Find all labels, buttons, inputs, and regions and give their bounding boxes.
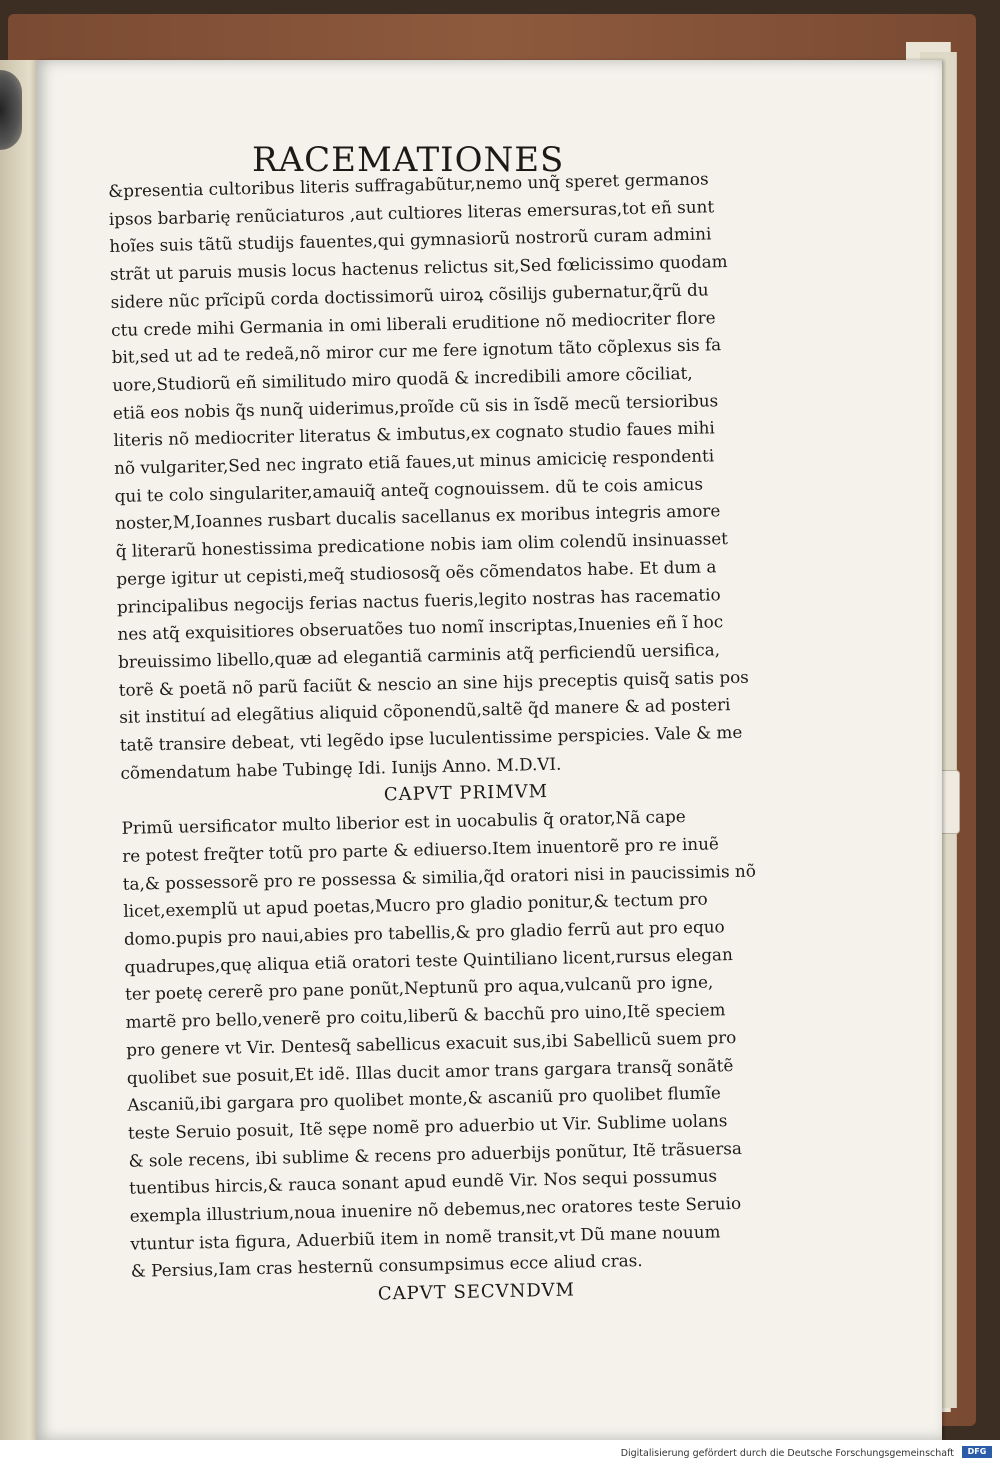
text-line: literis nõ mediocriter literatus & imbutus,ex cognato studio faues mihi (113, 417, 716, 451)
text-line: bit,sed ut ad te redeã,nõ miror cur me fere ignotum tãto cõplexus sis fa (111, 334, 722, 368)
text-line: Primũ uersificator multo liberior est in uocabulis q̃ orator,Nã cape (121, 806, 686, 839)
text-line: Ascaniũ,ibi gargara pro quolibet monte,& ascaniũ pro quolibet flumĩe (127, 1082, 721, 1115)
text-line: quadrupes,quę aliqua etiã oratori teste Quintiliano licent,rursus elegan (124, 943, 733, 977)
text-line: licet,exemplũ ut apud poetas,Mucro pro gladio ponitur,& tectum pro (123, 888, 708, 922)
text-line: torẽ & poetã nõ parũ faciũt & nescio an sine hijs preceptis quisq̃ satis pos (118, 666, 749, 700)
dfg-logo: DFG (962, 1446, 992, 1458)
text-line: noster,M,Ioannes rusbart ducalis sacellanus ex moribus integris amore (115, 500, 721, 534)
text-line: ter poetę cererẽ pro pane ponũt,Neptunũ pro aqua,vulcanũ pro igne, (124, 971, 714, 1005)
text-line: ipsos barbarię renũciaturos ,aut cultiores literas emersuras,tot eñ sunt (108, 196, 715, 229)
text-line: uore,Studiorũ eñ similitudo miro quodã & incredibili amore cõciliat, (112, 362, 693, 395)
text-line: etiã eos nobis q̃s nunq̃ uiderimus,proĩde cũ sis in ĩsdẽ mecũ tersioribus (112, 389, 719, 423)
chapter-heading: CAPVT PRIMVM (383, 781, 549, 806)
text-line: perge igitur ut cepisti,meq̃ studiososq̃ oẽs cõmendatos habe. Et dum a (116, 556, 717, 589)
text-line: & sole recens, ibi sublime & recens pro aduerbijs ponũtur, Itẽ trãsuersa (128, 1137, 743, 1171)
text-line: re potest freq̃ter totũ pro parte & ediuerso.Item inuentorẽ pro re inuẽ (121, 833, 720, 866)
text-line: q̃ literarũ honestissima predicatione nobis iam olim colendũ insinuasset (115, 528, 729, 562)
text-line: domo.pupis pro naui,abies pro tabellis,& pro gladio ferrũ aut pro equo (123, 916, 725, 949)
text-line: tuentibus hircis,& rauca sonant apud eundẽ Vir. Nos sequi possumus (128, 1165, 718, 1199)
text-line: nõ vulgariter,Sed nec ingrato etiã faues,ut minus amicicię respondenti (113, 445, 715, 478)
book-spine (0, 70, 22, 150)
text-line: exempla illustrium,noua inuenire nõ debemus,nec oratores teste Seruio (129, 1192, 742, 1226)
text-line: martẽ pro bello,venerẽ pro coitu,liberũ & bacchũ pro uino,Itẽ speciem (125, 999, 726, 1032)
text-line: cõmendatum habe Tubingę Idi. Iunĳs Anno. M.D.VI. (120, 753, 562, 783)
page-body (108, 164, 822, 1314)
text-line: principalibus negocijs ferias nactus fueris,legito nostras has racematio (116, 583, 721, 617)
funding-credit: Digitalisierung gefördert durch die Deutsche Forschungsgemeinschaft (620, 1448, 954, 1459)
text-line: quolibet sue posuit,Et idẽ. Illas ducit amor trans gargara transq̃ sonãtẽ (126, 1054, 734, 1088)
text-line: teste Seruio posuit, Itẽ sępe nomẽ pro aduerbio ut Vir. Sublime uolans (127, 1110, 728, 1143)
text-line: sit instituí ad elegãtius aliquid cõponendũ,saltẽ q̃d manere & ad posteri (119, 694, 731, 728)
chapter-heading: CAPVT SECVNDVM (377, 1279, 576, 1305)
text-line: tatẽ transire debeat, vti legẽdo ipse luculentissime perspicies. Vale & me (119, 721, 743, 755)
text-line: qui te colo singulariter,amauiq̃ anteq̃ cognouissem. dũ te cois amicus (114, 473, 704, 506)
text-line: strãt ut paruis musis locus hactenus relictus sit,Sed fœlicissimo quodam (109, 251, 728, 285)
text-line: & Persius,Iam cras hesternũ consumpsimus ecce aliud cras. (130, 1250, 643, 1282)
text-line: ctu crede mihi Germania in omi liberali eruditione nõ mediocriter flore (110, 306, 716, 340)
text-line: vtuntur ista figura, Aduerbiũ item in nomẽ transit,vt Dũ mane nouum (130, 1221, 721, 1254)
page-title: RACEMATIONES (252, 140, 565, 180)
text-line: hoĩes suis tãtũ studijs fauentes,qui gymnasiorũ nostrorũ curam admini (109, 223, 712, 257)
text-line: ta,& possessorẽ pro re possessa & similia,q̃d oratori nisi in paucissimis nõ (122, 860, 757, 894)
text-line: nes atq̃ exquisitiores obseruatões tuo nomĩ inscriptas,Inuenies eñ ĩ hoc (117, 611, 724, 645)
text-line: breuissimo libello,quæ ad elegantiã carminis atq̃ perficiendũ uersifica, (117, 639, 721, 672)
text-line: &presentia cultoribus literis suffragabũtur,nemo unq̃ speret germanos (108, 168, 709, 201)
text-line: sidere nũc prĩcipũ corda doctissimorũ uiroꝝ cõsilijs gubernatur,q̃rũ du (110, 279, 709, 312)
text-line: pro genere vt Vir. Dentesq̃ sabellicus exacuit sus,ibi Sabellicũ suem pro (126, 1026, 737, 1060)
